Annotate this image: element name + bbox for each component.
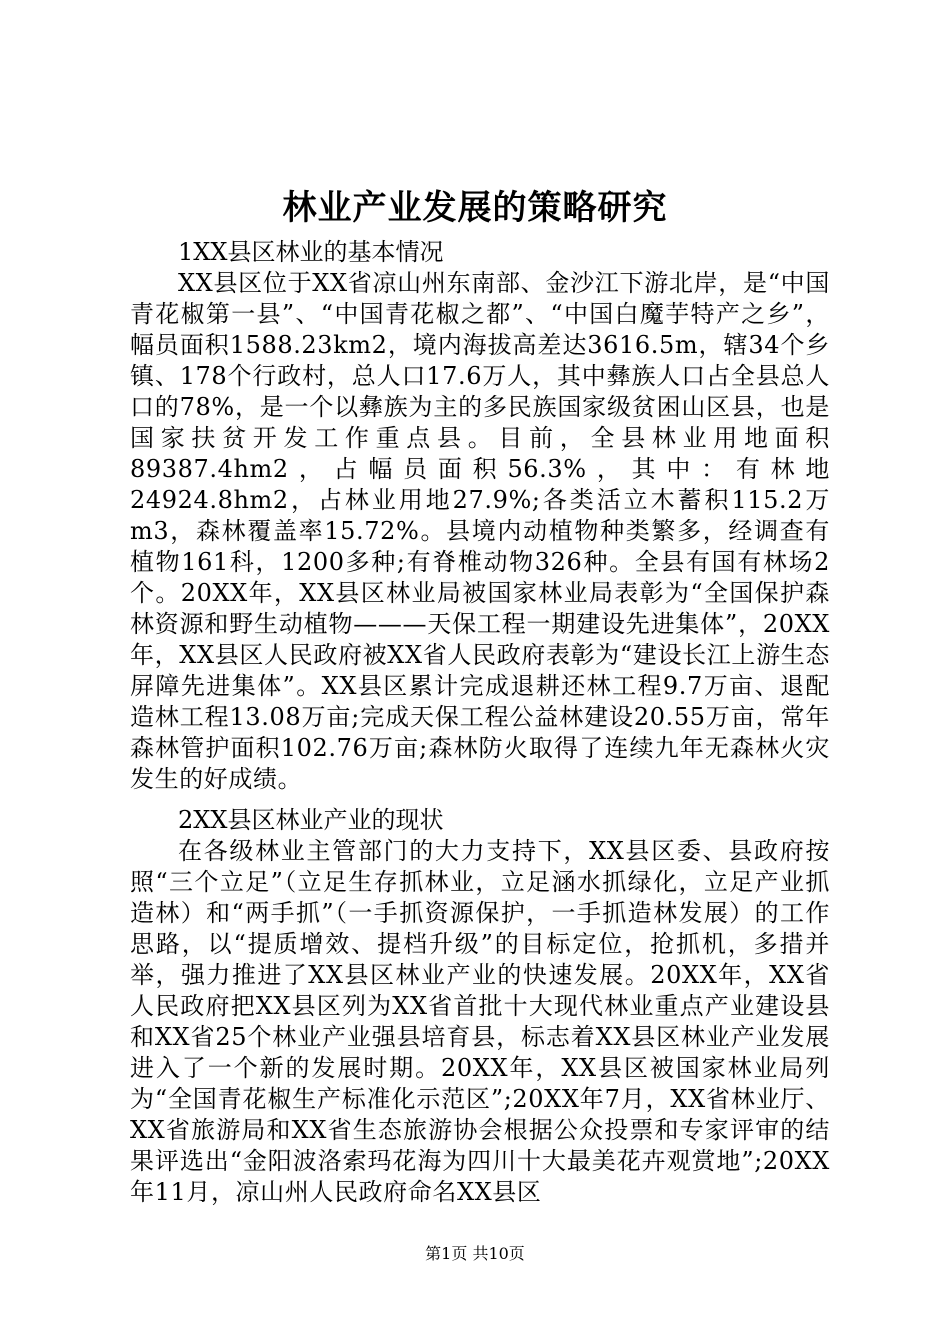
page-title: 林业产业发展的策略研究 bbox=[282, 188, 668, 228]
section-paragraph-1: XX县区位于XX省凉山州东南部、金沙江下游北岸，是“中国青花椒第一县”、“中国青花椒之都”、“中国白魔芋特产之乡”，幅员面积1588.23km2，境内海拔高差达3616.5m，辖34个乡镇、178个行政村，总人口17.6万人，其中彝族人口占全县总人口的78%，是一个以彝族为主的多民族国家级贫困山区县，也是国家扶贫开发工作重点县。目前，全县林业用地面积89387.4hm2，占幅员面积56.3%，其中：有林地24924.8hm2，占林业用地27.9%;各类活立木蓄积115.2万m3，森林覆盖率15.72%。县境内动植物种类繁多，经调查有植物161科，1200多种;有脊椎动物326种。全县有国有林场2个。20XX年，XX县区林业局被国家林业局表彰为“全国保护森林资源和野生动植物———天保工程一期建设先进集体”，20XX年，XX县区人民政府被XX省人民政府表彰为“建设长江上游生态屏障先进集体”。XX县区累计完成退耕还林工程9.7万亩、退配造林工程13.08万亩;完成天保工程公益林建设20.55万亩，常年森林管护面积102.76万亩;森林防火取得了连续九年无森林火灾发生的好成绩。 bbox=[130, 269, 830, 793]
page-footer: 第1页 共10页 bbox=[425, 1244, 525, 1263]
section-heading-1: 1XX县区林业的基本情况 bbox=[178, 238, 444, 266]
section-paragraph-2: 在各级林业主管部门的大力支持下，XX县区委、县政府按照“三个立足”（立足生存抓林业，立足涵水抓绿化，立足产业抓造林）和“两手抓”（一手抓资源保护，一手抓造林发展）的工作思路，以“提质增效、提档升级”的目标定位，抢抓机，多措并举，强力推进了XX县区林业产业的快速发展。20XX年，XX省人民政府把XX县区列为XX省首批十大现代林业重点产业建设县和XX省25个林业产业强县培育县，标志着XX县区林业产业发展进入了一个新的发展时期。20XX年，XX县区被国家林业局列为“全国青花椒生产标准化示范区”;20XX年7月，XX省林业厅、XX省旅游局和XX省生态旅游协会根据公众投票和专家评审的结果评选出“金阳波洛索玛花海为四川十大最美花卉观赏地”;20XX年11月，凉山州人民政府命名XX县区 bbox=[130, 837, 830, 1206]
section-heading-2: 2XX县区林业产业的现状 bbox=[178, 806, 444, 834]
document-body bbox=[130, 237, 830, 1208]
